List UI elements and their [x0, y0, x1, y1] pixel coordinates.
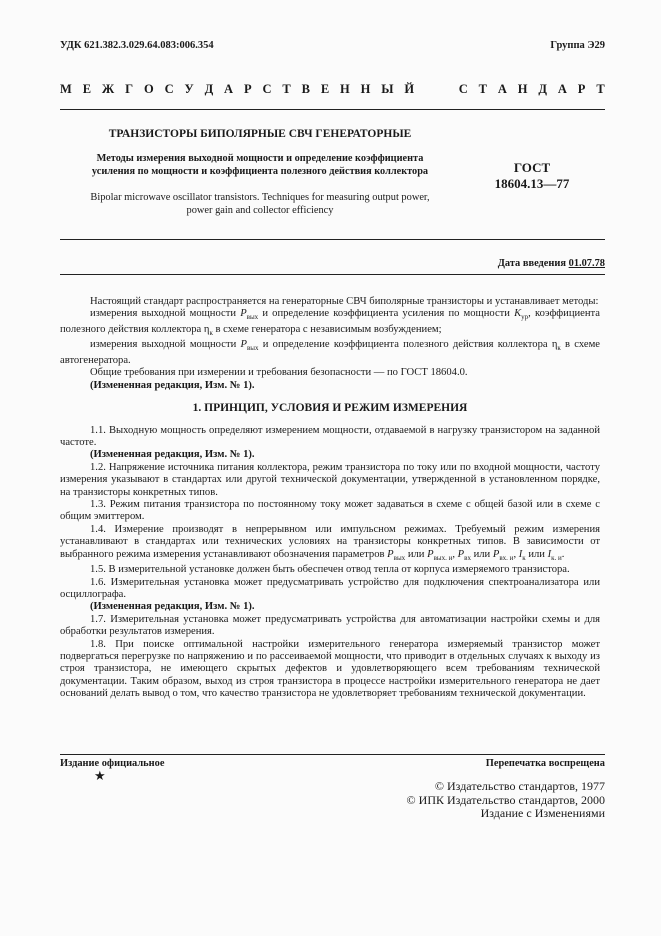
- banner-letter: С: [164, 82, 174, 96]
- top-divider: [60, 109, 605, 110]
- banner-letter: В: [301, 82, 310, 96]
- official-edition: Издание официальное: [60, 758, 165, 769]
- amendment-note: (Измененная редакция, Изм. № 1).: [90, 449, 255, 461]
- standard-type-banner: [60, 82, 605, 97]
- general-requirements: Общие требования при измерении и требования безопасности — по ГОСТ 18604.0.: [90, 367, 468, 379]
- banner-letter: Ы: [381, 82, 394, 96]
- clause-1-1: 1.1. Выходную мощность определяют измерением мощности, отдаваемой в нагрузку транзистором на заданной частоте.: [60, 424, 600, 448]
- clause-1-5: 1.5. В измерительной установке должен быть обеспечен отвод тепла от корпуса измеряемого транзистора.: [90, 564, 570, 576]
- title-divider: [60, 239, 605, 240]
- banner-letter: Н: [517, 82, 528, 96]
- clause-1-4: 1.4. Измерение производят в непрерывном или импульсном режимах. Требуемый режим измерения устанавливают в стандартах или технических условиях на транзисторы конкретных типов. В зависимости от выбранного режима измерения устанавливают обозначения параметров $P_{вых}$ или $P_{вых. и}$, $P_{вх}$ или $P_{вх. и}$, $I_к$ или $I_{к. и}$.: [60, 523, 600, 562]
- main-title: ТРАНЗИСТОРЫ БИПОЛЯРНЫЕ СВЧ ГЕНЕРАТОРНЫЕ: [108, 128, 412, 140]
- banner-letter: Р: [577, 82, 586, 96]
- banner-letter: Т: [478, 82, 488, 96]
- banner-letter: О: [143, 82, 154, 96]
- banner-letter: М: [60, 82, 72, 96]
- banner-letter: Д: [204, 82, 214, 96]
- banner-letter: А: [497, 82, 507, 96]
- banner-letter: Ж: [101, 82, 115, 96]
- banner-letter: Н: [340, 82, 350, 96]
- banner-letter: А: [224, 82, 234, 96]
- banner-letter: Т: [282, 82, 291, 96]
- section-1-title: 1. ПРИНЦИП, УСЛОВИЯ И РЕЖИМ ИЗМЕРЕНИЯ: [192, 402, 468, 415]
- group-code: Группа Э29: [550, 40, 605, 51]
- document-body: [60, 296, 600, 701]
- copyright-block: © Издательство стандартов, 1977 © ИПК Издательство стандартов, 2000 Издание с Изменениями: [406, 779, 605, 820]
- reprint-notice: Перепечатка воспрещена: [485, 758, 605, 769]
- banner-letter: Е: [320, 82, 330, 96]
- banner-letter: Д: [538, 82, 548, 96]
- clause-1-6: 1.6. Измерительная установка может предусматривать устройство для подключения спектроанализатора или осциллографа.: [60, 576, 600, 600]
- banner-letter: Г: [125, 82, 134, 96]
- subtitle: Методы измерения выходной мощности и определение коэффициента усиления по мощности и коэффициента полезного действия коллектора: [91, 153, 429, 177]
- banner-letter: Й: [404, 82, 415, 96]
- banner-letter: Т: [596, 82, 605, 96]
- english-title: Bipolar microwave oscillator transistors. Techniques for measuring output power, power gain and collector efficiency: [90, 192, 430, 216]
- banner-letter: С: [262, 82, 272, 96]
- star-icon: ★: [94, 768, 106, 783]
- banner-letter: [442, 82, 448, 97]
- amendment-note: (Измененная редакция, Изм. № 1).: [90, 379, 255, 391]
- amendment-note: (Измененная редакция, Изм. № 1).: [90, 601, 255, 613]
- banner-letter: С: [458, 82, 468, 96]
- method-2: измерения выходной мощности $P_{вых}$ и определение коэффициента полезного действия коллектора $\eta_к$ в схеме автогенератора.: [60, 339, 601, 366]
- banner-letter: Е: [82, 82, 92, 96]
- banner-letter: Н: [360, 82, 371, 96]
- gost-designation: ГОСТ 18604.13—77: [494, 160, 570, 191]
- clause-1-2: 1.2. Напряжение источника питания коллектора, режим транзистора по току или по входной мощности, частоту измерения указывают в стандартах или другой технической документации, утвержденной в установленном порядке, на транзисторы конкретных типов.: [60, 461, 600, 498]
- intro-date-value: 01.07.78: [568, 258, 605, 269]
- clause-1-8: 1.8. При поиске оптимальной настройки измерительного генератора измеряемый транзистор может подвергаться перегрузке по напряжению и по рассеиваемой мощности, что приводит в отдельных случаях к выходу из строя транзистора, не имеющего скрытых дефектов и удовлетворяющего всем требованиям технической документации. Таким образом, выход из строя транзистора в процессе настройки измерительного генератора не дает оснований делать вывод о том, что качество транзистора не удовлетворяет требованиям технической документации.: [60, 638, 600, 700]
- udk-code: УДК 621.382.3.029.64.083:006.354: [60, 40, 214, 51]
- method-1: измерения выходной мощности $P_{вых}$ и определение коэффициента усиления по мощности $K_{ур}$, коэффициента полезного действия коллектора $\eta_к$ в схеме генератора с независимым возбуждением;: [60, 308, 600, 338]
- footer-divider: [60, 754, 605, 755]
- date-divider: [60, 274, 605, 275]
- banner-letter: У: [184, 82, 194, 96]
- banner-letter: Р: [243, 82, 252, 96]
- intro-date: Дата введения 01.07.78: [497, 258, 605, 269]
- banner-letter: [425, 82, 431, 97]
- clause-1-3: 1.3. Режим питания транзистора по постоянному току может задаваться в схеме с общей базой или в схеме с общим эмиттером.: [60, 499, 600, 523]
- intro-paragraph: Настоящий стандарт распространяется на генераторные СВЧ биполярные транзисторы и устанавливает методы:: [90, 296, 599, 307]
- clause-1-7: 1.7. Измерительная установка может предусматривать устройства для автоматизации настройки схемы и для обработки результатов измерения.: [60, 613, 600, 638]
- banner-letter: А: [557, 82, 567, 96]
